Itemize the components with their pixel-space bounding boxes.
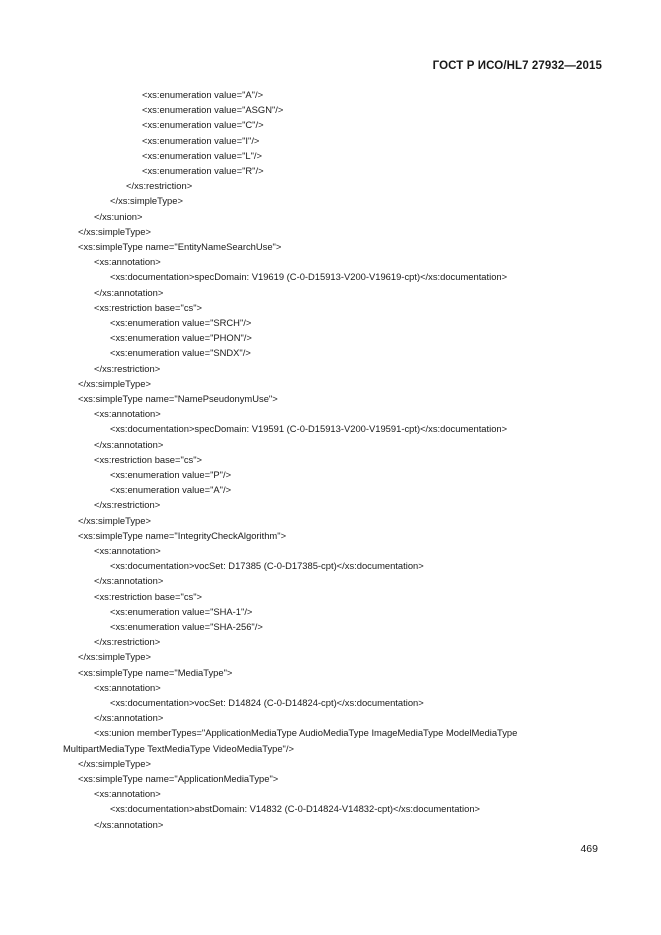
code-line: <xs:simpleType name="IntegrityCheckAlgorithm"> (78, 529, 287, 541)
code-line: <xs:restriction base="cs"> (94, 453, 203, 465)
code-line: <xs:simpleType name="ApplicationMediaType"> (78, 773, 279, 784)
code-line: <xs:documentation>specDomain: V19591 (C-0-D15913-V200-V19591-cpt)</xs:documentation> (110, 423, 508, 435)
code-line: <xs:annotation> (94, 256, 161, 268)
code-line: <xs:documentation>vocSet: D17385 (C-0-D17385-cpt)</xs:documentation> (110, 560, 424, 572)
code-line: </xs:restriction> (126, 180, 193, 192)
code-line: <xs:simpleType name="MediaType"> (78, 666, 233, 678)
code-line: </xs:annotation> (94, 575, 164, 587)
code-line: <xs:enumeration value="A"/> (110, 484, 232, 496)
code-line: MultipartMediaType TextMediaType VideoMediaType"/> (63, 742, 294, 754)
code-line: <xs:restriction base="cs"> (94, 301, 203, 313)
code-line: <xs:enumeration value="R"/> (142, 165, 264, 176)
code-line: <xs:documentation>specDomain: V19619 (C-0-D15913-V200-V19619-cpt)</xs:documentation> (110, 271, 508, 283)
code-line: </xs:union> (94, 210, 143, 222)
code-line: </xs:simpleType> (78, 514, 151, 526)
code-line: <xs:annotation> (94, 788, 161, 800)
code-line: <xs:enumeration value="PHON"/> (110, 332, 252, 344)
code-line: <xs:documentation>abstDomain: V14832 (C-0-D14824-V14832-cpt)</xs:documentation> (110, 803, 481, 815)
code-line: </xs:simpleType> (78, 377, 151, 389)
page-number: 469 (580, 843, 598, 855)
code-line: <xs:enumeration value="SHA-256"/> (110, 621, 263, 632)
code-line: <xs:documentation>vocSet: D14824 (C-0-D14824-cpt)</xs:documentation> (110, 697, 424, 708)
document-header: ГОСТ Р ИСО/HL7 27932—2015 (432, 60, 602, 72)
code-line: </xs:annotation> (94, 438, 164, 450)
code-line: <xs:enumeration value="C"/> (142, 119, 264, 131)
code-line: <xs:enumeration value="A"/> (142, 89, 264, 100)
code-line: </xs:simpleType> (110, 195, 183, 207)
code-line: <xs:restriction base="cs"> (94, 590, 203, 602)
code-line: <xs:annotation> (94, 681, 161, 693)
code-line: <xs:simpleType name="EntityNameSearchUse"> (78, 241, 282, 252)
code-line: </xs:annotation> (94, 286, 164, 298)
code-line: <xs:annotation> (94, 408, 161, 420)
code-line: <xs:annotation> (94, 545, 161, 556)
code-line: </xs:restriction> (94, 636, 161, 648)
code-line: <xs:union memberTypes="ApplicationMediaType AudioMediaType ImageMediaType ModelMediaType (94, 727, 518, 739)
code-line: <xs:enumeration value="SNDX"/> (110, 347, 251, 359)
code-line: <xs:simpleType name="NamePseudonymUse"> (78, 393, 278, 404)
code-line: </xs:restriction> (94, 362, 161, 374)
code-line: </xs:simpleType> (78, 757, 151, 769)
code-line: <xs:enumeration value="I"/> (142, 134, 260, 146)
code-line: <xs:enumeration value="SHA-1"/> (110, 605, 253, 617)
code-line: <xs:enumeration value="ASGN"/> (142, 104, 284, 116)
code-line: <xs:enumeration value="SRCH"/> (110, 317, 252, 328)
code-line: <xs:enumeration value="L"/> (142, 149, 263, 161)
code-line: <xs:enumeration value="P"/> (110, 469, 232, 480)
code-line: </xs:annotation> (94, 818, 164, 830)
code-line: </xs:simpleType> (78, 225, 151, 237)
code-line: </xs:simpleType> (78, 651, 151, 663)
code-line: </xs:annotation> (94, 712, 164, 724)
code-line: </xs:restriction> (94, 499, 161, 511)
